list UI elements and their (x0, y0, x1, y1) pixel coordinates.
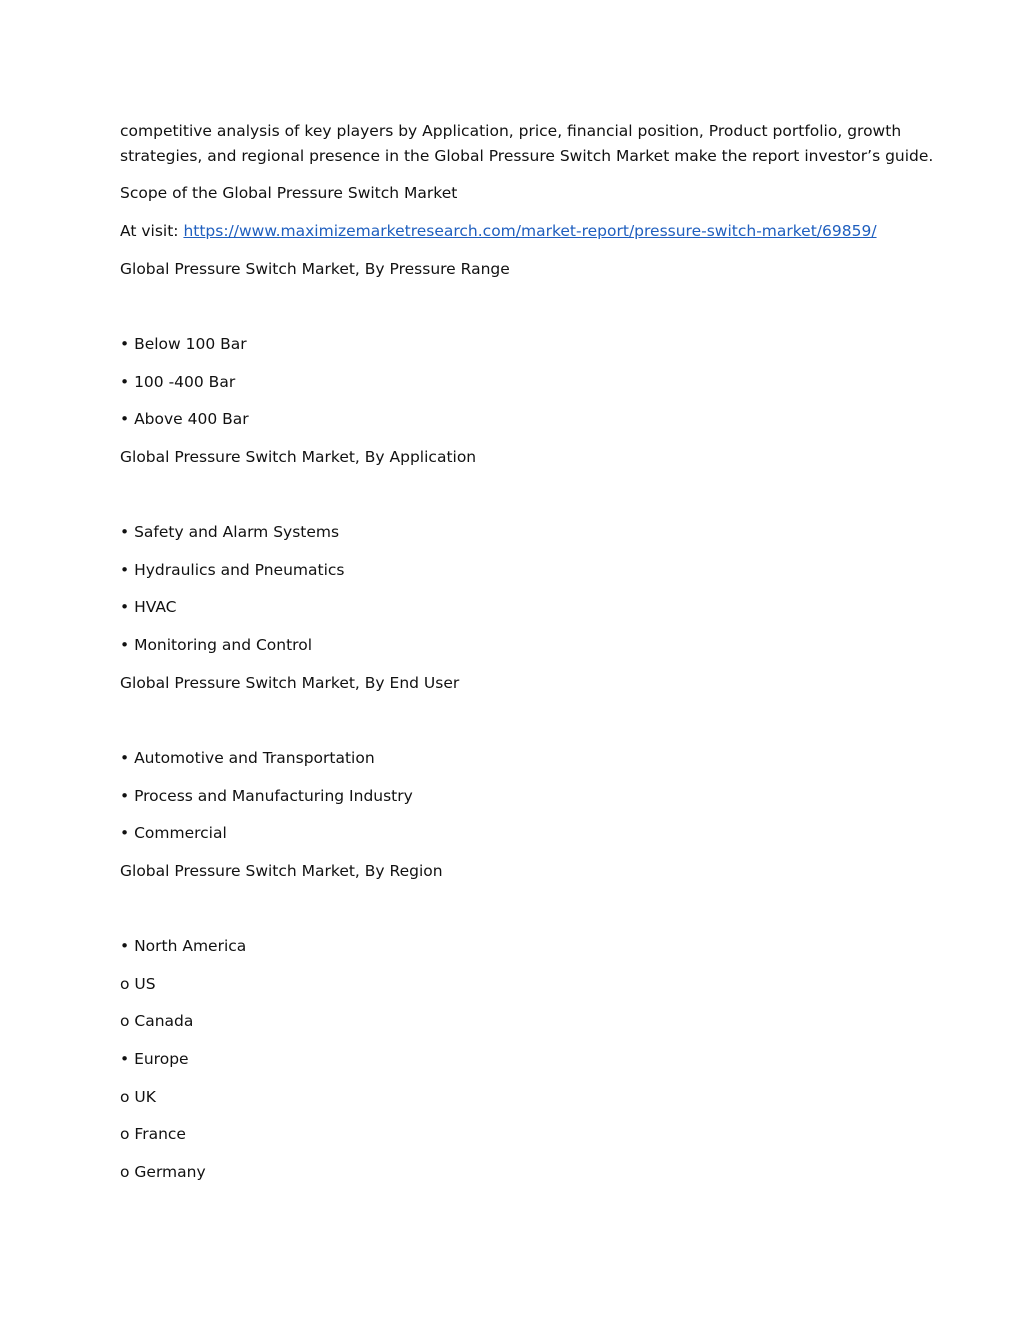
list-item: • 100 -400 Bar (120, 373, 236, 391)
intro-line-1: competitive analysis of key players by Application, price, financial position, Product portfolio, growth (120, 122, 902, 140)
list-item: • Automotive and Transportation (120, 749, 375, 767)
section-heading-end-user: Global Pressure Switch Market, By End User (120, 674, 460, 692)
list-item: • Process and Manufacturing Industry (120, 787, 413, 805)
section-heading-region: Global Pressure Switch Market, By Region (120, 862, 443, 880)
section-heading-pressure-range: Global Pressure Switch Market, By Pressure Range (120, 260, 510, 278)
section-heading-application: Global Pressure Switch Market, By Application (120, 448, 477, 466)
list-item: • Europe (120, 1050, 189, 1068)
list-item: • Safety and Alarm Systems (120, 523, 340, 541)
intro-line-2: strategies, and regional presence in the Global Pressure Switch Market make the report investor’s guide. (120, 147, 934, 165)
report-link[interactable]: https://www.maximizemarketresearch.com/market-report/pressure-switch-market/69859/ (183, 222, 877, 240)
list-item: • HVAC (120, 598, 177, 616)
list-item: • Hydraulics and Pneumatics (120, 561, 345, 579)
list-item: • Above 400 Bar (120, 410, 249, 428)
list-item: o Germany (120, 1163, 206, 1181)
visit-label: At visit: (120, 222, 184, 240)
list-item: • Commercial (120, 824, 227, 842)
scope-heading: Scope of the Global Pressure Switch Market (120, 184, 458, 202)
list-item: • North America (120, 937, 247, 955)
list-item: o UK (120, 1088, 156, 1106)
list-item: o France (120, 1125, 186, 1143)
list-item: • Monitoring and Control (120, 636, 313, 654)
list-item: o US (120, 975, 156, 993)
list-item: • Below 100 Bar (120, 335, 247, 353)
list-item: o Canada (120, 1012, 194, 1030)
visit-line (120, 221, 877, 241)
